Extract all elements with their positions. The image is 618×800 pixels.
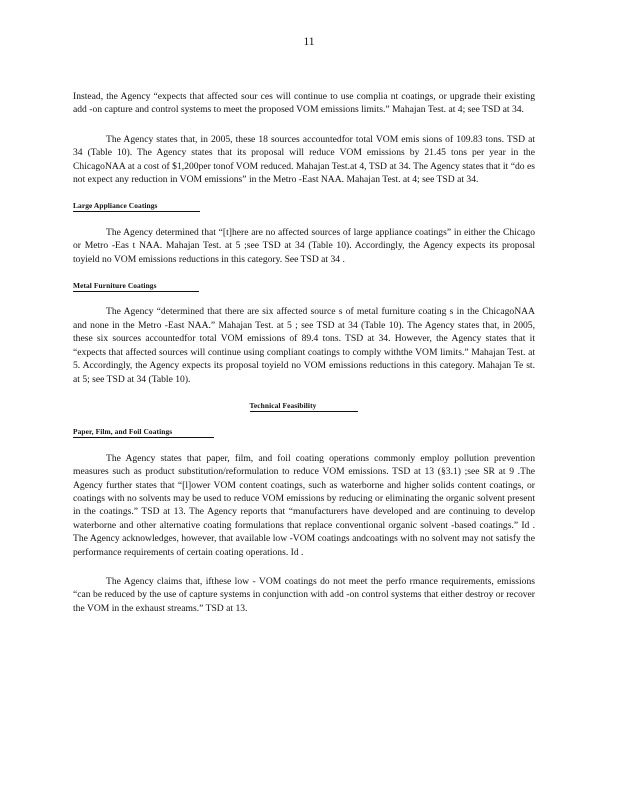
page-body	[73, 90, 535, 615]
page-number: 11	[303, 36, 315, 48]
paragraph-capture-systems: The Agency claims that, ifthese low - VOM coatings do not meet the perfo rmance requirements, emissions “can be reduced by the use of capture systems in conjunction with add -on control systems that either destroy or recover the VOM in the exhaust streams.” TSD at 13.	[73, 575, 535, 614]
heading-technical-feasibility: Technical Feasibility	[73, 399, 535, 412]
heading-metal-furniture: Metal Furniture Coatings	[73, 279, 535, 292]
paragraph-metal-furniture: The Agency “determined that there are six affected source s of metal furniture coating s in the ChicagoNAA and none in the Metro -East NAA.” Mahajan Test. at 5 ; see TSD at 34 (Table 10). The Agency states that, in 2005, these six sources accountedfor total VOM emissions of 89.4 tons. TSD at 34. However, the Agency states that it “expects that affected sources will continue using compliant coatings to comply withthe VOM limits.” Mahajan Test. at 5. Accordingly, the Agency expects its proposal toyield no VOM emissions reductions in this category. Mahajan Te st. at 5; see TSD at 34 (Table 10).	[73, 306, 535, 385]
paragraph-large-appliance: The Agency determined that “[t]here are no affected sources of large appliance coatings” in either the Chicago or Metro -Eas t NAA. Mahajan Test. at 5 ;see TSD at 34 (Table 10). Accordingly, the Agency expects its proposal toyield no VOM emissions reductions in this category. See TSD at 34 .	[73, 226, 535, 265]
heading-paper-film-foil: Paper, Film, and Foil Coatings	[73, 425, 535, 438]
paragraph-paper-film-foil: The Agency states that paper, film, and foil coating operations commonly employ pollution prevention measures such as product substitution/reformulation to reduce VOM emissions. TSD at 13 (§3.1) ;see SR at 9 .The Agency further states that “[l]ower VOM content coatings, such as waterborne and higher solids content coatings, or coatings with no solvents may be used to reduce VOM emissions by reducing or eliminating the organic solvent present in the coatings.” TSD at 13. The Agency reports that “manufacturers have developed and are continuing to develop waterborne and other alternative coating formulations that replace conventional organic solvent -based coatings.” Id . The Agency acknowledges, however, that available low -VOM coatings andcoatings with no solvent may not satisfy the performance requirements of certain coating operations. Id .	[73, 452, 535, 558]
paragraph-emissions-2005: The Agency states that, in 2005, these 18 sources accountedfor total VOM emis sions of 109.83 tons. TSD at 34 (Table 10). The Agency states that its proposal will reduce VOM emissions by 21.45 tons per year in the ChicagoNAA at a cost of $1,200per tonof VOM reduced. Mahajan Test.at 4, TSD at 34. The Agency states that it “do es not expect any reduction in VOM emissions” in the Metro -East NAA. Mahajan Test. at 4; see TSD at 34.	[73, 133, 535, 186]
paragraph-instead: Instead, the Agency “expects that affected sour ces will continue to use complia nt coatings, or upgrade their existing add -on capture and control systems to meet the proposed VOM emissions limits.” Mahajan Test. at 4; see TSD at 34.	[73, 91, 535, 116]
heading-large-appliance: Large Appliance Coatings	[73, 199, 535, 212]
